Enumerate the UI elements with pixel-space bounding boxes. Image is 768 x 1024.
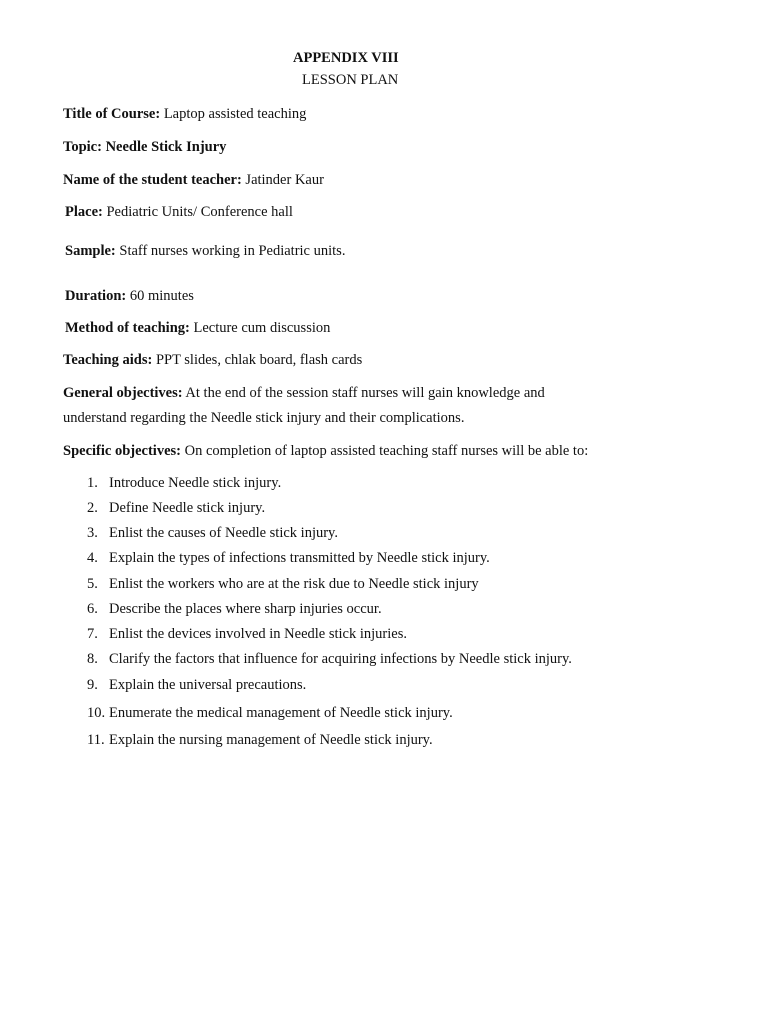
field-student-teacher <box>63 171 324 189</box>
field-sample-label: Sample: <box>65 243 116 259</box>
field-course <box>63 105 306 123</box>
objective-number: 11. <box>87 732 105 748</box>
general-objectives-label: General objectives: <box>63 385 183 401</box>
field-duration-value: 60 minutes <box>129 288 194 304</box>
objective-text: Explain the types of infections transmitted by Needle stick injury. <box>109 550 490 566</box>
objective-item <box>87 704 453 722</box>
field-sample-value: Staff nurses working in Pediatric units. <box>119 243 346 259</box>
objective-item <box>87 575 479 593</box>
lesson-plan-heading: LESSON PLAN <box>302 72 399 88</box>
objective-text: Explain the universal precautions. <box>109 677 307 693</box>
objective-text: Enlist the workers who are at the risk due to Needle stick injury <box>109 576 479 592</box>
field-method-value: Lecture cum discussion <box>193 320 331 336</box>
field-duration-label: Duration: <box>65 288 127 304</box>
objective-text: Describe the places where sharp injuries occur. <box>109 601 382 617</box>
field-place-value: Pediatric Units/ Conference hall <box>106 204 293 220</box>
specific-objectives-label: Specific objectives: <box>63 443 181 459</box>
objective-item <box>87 474 281 492</box>
objective-text: Introduce Needle stick injury. <box>109 475 282 491</box>
objective-item <box>87 600 382 618</box>
general-objectives-line1: At the end of the session staff nurses will gain knowledge and <box>185 385 545 401</box>
field-aids-label: Teaching aids: <box>63 352 153 368</box>
field-topic-label: Topic: <box>63 139 102 155</box>
specific-objectives <box>63 442 588 460</box>
objective-text: Define Needle stick injury. <box>109 500 266 516</box>
field-course-value: Laptop assisted teaching <box>163 106 307 122</box>
objective-text: Enumerate the medical management of Needle stick injury. <box>109 705 453 721</box>
objective-text: Enlist the causes of Needle stick injury. <box>109 525 338 541</box>
objective-number: 2. <box>87 500 98 516</box>
objective-item <box>87 625 407 643</box>
objective-item <box>87 524 338 542</box>
field-student-teacher-value: Jatinder Kaur <box>245 172 324 188</box>
objective-number: 8. <box>87 651 98 667</box>
objective-number: 4. <box>87 550 98 566</box>
objective-number: 5. <box>87 576 98 592</box>
objective-text: Clarify the factors that influence for acquiring infections by Needle stick injury. <box>109 651 572 667</box>
specific-objectives-intro: On completion of laptop assisted teaching staff nurses will be able to: <box>184 443 589 459</box>
appendix-heading: APPENDIX VIII <box>293 50 399 66</box>
field-method <box>65 319 330 337</box>
field-topic-value: Needle Stick Injury <box>105 139 227 155</box>
objective-item <box>87 549 490 567</box>
objective-number: 3. <box>87 525 98 541</box>
objective-text: Explain the nursing management of Needle stick injury. <box>109 732 433 748</box>
field-place <box>65 203 293 221</box>
field-place-label: Place: <box>65 204 103 220</box>
field-duration <box>65 287 194 305</box>
field-course-label: Title of Course: <box>63 106 161 122</box>
field-aids <box>63 351 362 369</box>
field-aids-value: PPT slides, chlak board, flash cards <box>155 352 363 368</box>
objective-item <box>87 731 433 749</box>
objective-number: 7. <box>87 626 98 642</box>
objective-number: 6. <box>87 601 98 617</box>
objective-number: 1. <box>87 475 98 491</box>
objective-number: 10. <box>87 705 106 721</box>
general-objectives-continued: understand regarding the Needle stick injury and their complications. <box>63 410 465 426</box>
field-student-teacher-label: Name of the student teacher: <box>63 172 242 188</box>
objective-number: 9. <box>87 677 98 693</box>
general-objectives <box>63 384 545 402</box>
objective-item <box>87 650 572 668</box>
objective-text: Enlist the devices involved in Needle stick injuries. <box>109 626 407 642</box>
field-sample <box>65 242 345 260</box>
field-topic <box>63 138 226 156</box>
objective-item <box>87 676 306 694</box>
objective-item <box>87 499 265 517</box>
field-method-label: Method of teaching: <box>65 320 190 336</box>
